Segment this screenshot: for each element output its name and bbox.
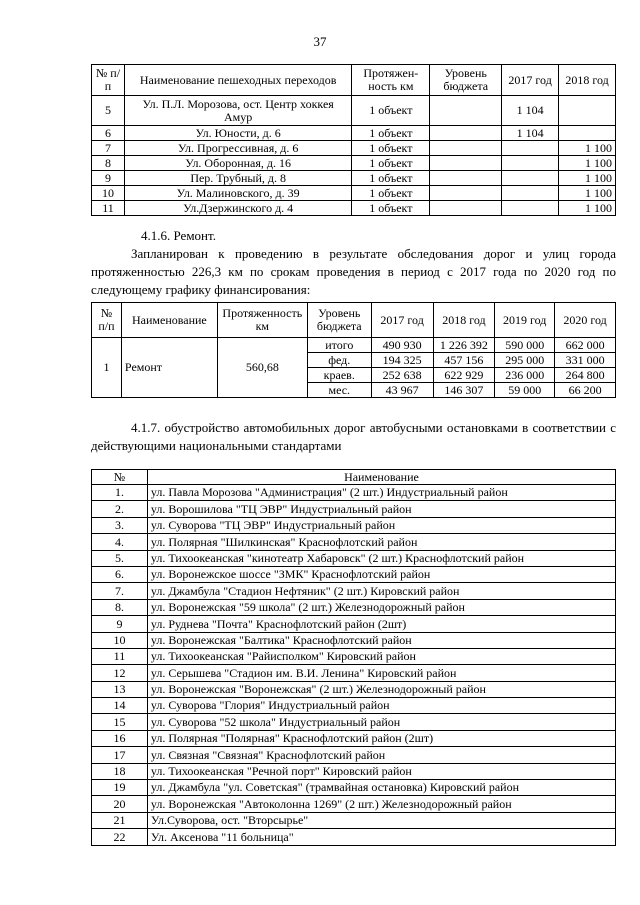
table-row: [92, 698, 616, 714]
table-row: [92, 201, 616, 216]
table-row: [92, 681, 616, 697]
cell-2018: 1 100: [559, 141, 616, 156]
table-row: [92, 796, 616, 812]
bus-stops-table: [91, 469, 616, 846]
table-row: [92, 338, 616, 353]
cell-length: 1 объект: [352, 126, 430, 141]
cell-2018: 1 226 392: [433, 338, 495, 353]
cell-name: ул. Джамбула "ул. Советская" (трамвайная остановка) Кировский район: [147, 780, 615, 796]
cell-length: 1 объект: [352, 186, 430, 201]
cell-budget: итого: [307, 338, 371, 353]
table-row: [92, 599, 616, 615]
cell-name: Ул. Малиновского, д. 39: [124, 186, 351, 201]
cell-name: ул. Серышева "Стадион им. В.И. Ленина" Кировский район: [147, 665, 615, 681]
cell-2020: 662 000: [555, 338, 616, 353]
cell-name: ул. Тихоокеанская "Райисполком" Кировский район: [147, 648, 615, 664]
cell-budget: [430, 96, 502, 126]
page-number: 37: [313, 34, 327, 49]
table-row: [92, 730, 616, 746]
cell-name: Ул.Дзержинского д. 4: [124, 201, 351, 216]
cell-2018: 457 156: [433, 353, 495, 368]
cell-num: 18: [92, 763, 148, 779]
cell-2017: 1 104: [502, 126, 559, 141]
cell-2018: 1 100: [559, 171, 616, 186]
cell-name: ул. Суворова "52 школа" Индустриальный район: [147, 714, 615, 730]
table-row: [92, 812, 616, 828]
cell-num: 15: [92, 714, 148, 730]
table-header-row: [92, 470, 616, 485]
cell-2017: [502, 141, 559, 156]
cell-num: 9: [92, 616, 148, 632]
cell-2019: 59 000: [495, 383, 555, 398]
cell-name: ул. Воронежское шоссе "ЗМК" Краснофлотский район: [147, 566, 615, 582]
col-header-name: Наименование: [147, 470, 615, 485]
table-row: [92, 714, 616, 730]
table-row: [92, 534, 616, 550]
paragraph-text: 4.1.7. обустройство автомобильных дорог автобусными остановками в соответствии с действующими национальными стандартами: [91, 420, 616, 453]
cell-num: 20: [92, 796, 148, 812]
cell-2019: 590 000: [495, 338, 555, 353]
cell-budget: [430, 126, 502, 141]
table-row: [92, 616, 616, 632]
cell-num: 7: [92, 141, 125, 156]
cell-num: 16: [92, 730, 148, 746]
cell-2017: [502, 201, 559, 216]
cell-name: Ул. Юности, д. 6: [124, 126, 351, 141]
table-row: [92, 485, 616, 501]
cell-num: 6.: [92, 566, 148, 582]
cell-name: ул. Суворова "ТЦ ЭВР" Индустриальный район: [147, 517, 615, 533]
table-row: [92, 141, 616, 156]
cell-length: 1 объект: [352, 156, 430, 171]
col-header-num: № п/п: [92, 65, 125, 96]
bus-stops-body: [92, 485, 616, 846]
table-row: [92, 186, 616, 201]
table-row: [92, 517, 616, 533]
cell-2017: [502, 186, 559, 201]
cell-name: ул. Воронежская "Автоколонна 1269" (2 шт.) Железнодорожный район: [147, 796, 615, 812]
table-row: [92, 648, 616, 664]
cell-budget: [430, 201, 502, 216]
cell-2018: 622 929: [433, 368, 495, 383]
repair-financing-table: [91, 302, 616, 398]
cell-2020: 264 800: [555, 368, 616, 383]
cell-name: ул. Ворошилова "ТЦ ЭВР" Индустриальный район: [147, 501, 615, 517]
col-header-2017: 2017 год: [502, 65, 559, 96]
cell-name: Ул. Оборонная, д. 16: [124, 156, 351, 171]
table-row: [92, 780, 616, 796]
cell-num: 1.: [92, 485, 148, 501]
table-row: [92, 583, 616, 599]
cell-num: 13: [92, 681, 148, 697]
cell-2018: [559, 126, 616, 141]
cell-num: 8: [92, 156, 125, 171]
table-row: [92, 566, 616, 582]
paragraph-text: Запланирован к проведению в результате обследования дорог и улиц города протяженностью 226,3 км по срокам проведения в период с 2017 года по 2020 год по следующему графику финансирования:: [91, 246, 616, 297]
cell-2017: [502, 156, 559, 171]
cell-num: 3.: [92, 517, 148, 533]
cell-name: Ул. Аксенова "11 больница": [147, 829, 615, 845]
table-row: [92, 665, 616, 681]
table-header-row: [92, 303, 616, 338]
col-header-num: № п/п: [92, 303, 122, 338]
cell-num: 10: [92, 186, 125, 201]
col-header-length: Протяженность км: [217, 303, 307, 338]
col-header-2019: 2019 год: [495, 303, 555, 338]
table-row: [92, 829, 616, 845]
cell-budget: мес.: [307, 383, 371, 398]
cell-num: 1: [92, 338, 122, 398]
table-row: [92, 763, 616, 779]
cell-2020: 331 000: [555, 353, 616, 368]
cell-num: 14: [92, 698, 148, 714]
cell-budget: краев.: [307, 368, 371, 383]
cell-name: Ул. Прогрессивная, д. 6: [124, 141, 351, 156]
cell-num: 19: [92, 780, 148, 796]
cell-name: ул. Джамбула "Стадион Нефтяник" (2 шт.) Кировский район: [147, 583, 615, 599]
table-header-row: [92, 65, 616, 96]
cell-name: Ремонт: [121, 338, 217, 398]
table-row: [92, 747, 616, 763]
col-header-name: Наименование пешеходных переходов: [124, 65, 351, 96]
cell-2017: 490 930: [371, 338, 433, 353]
col-header-budget: Уровень бюджета: [307, 303, 371, 338]
cell-2018: 146 307: [433, 383, 495, 398]
cell-name: ул. Полярная "Шилкинская" Краснофлотский район: [147, 534, 615, 550]
cell-length: 1 объект: [352, 171, 430, 186]
cell-budget: [430, 141, 502, 156]
cell-name: ул. Суворова "Глория" Индустриальный район: [147, 698, 615, 714]
cell-name: ул. Руднева "Почта" Краснофлотский район (2шт): [147, 616, 615, 632]
cell-2017: 252 638: [371, 368, 433, 383]
col-header-2018: 2018 год: [559, 65, 616, 96]
cell-num: 22: [92, 829, 148, 845]
cell-2018: 1 100: [559, 201, 616, 216]
cell-2017: 194 325: [371, 353, 433, 368]
cell-num: 4.: [92, 534, 148, 550]
cell-2017: [502, 171, 559, 186]
table-row: [92, 550, 616, 566]
cell-name: ул. Тихоокеанская "Речной порт" Кировский район: [147, 763, 615, 779]
cell-name: ул. Воронежская "Балтика" Краснофлотский район: [147, 632, 615, 648]
cell-name: ул. Тихоокеанская "кинотеатр Хабаровск" (2 шт.) Краснофлотский район: [147, 550, 615, 566]
cell-num: 21: [92, 812, 148, 828]
cell-name: ул. Воронежская "Воронежская" (2 шт.) Железнодорожный район: [147, 681, 615, 697]
cell-num: 8.: [92, 599, 148, 615]
cell-2018: [559, 96, 616, 126]
cell-budget: [430, 171, 502, 186]
cell-num: 2.: [92, 501, 148, 517]
col-header-2020: 2020 год: [555, 303, 616, 338]
col-header-2018: 2018 год: [433, 303, 495, 338]
cell-num: 17: [92, 747, 148, 763]
cell-num: 11: [92, 201, 125, 216]
section-text-bus-stops: [91, 419, 616, 455]
cell-2018: 1 100: [559, 186, 616, 201]
col-header-num: №: [92, 470, 148, 485]
cell-length: 1 объект: [352, 141, 430, 156]
table-row: [92, 96, 616, 126]
table-row: [92, 156, 616, 171]
cell-length: 1 объект: [352, 96, 430, 126]
section-text-repair: [91, 245, 616, 299]
pedestrian-crossings-table: [91, 64, 616, 216]
col-header-budget: Уровень бюджета: [430, 65, 502, 96]
cell-num: 5: [92, 96, 125, 126]
cell-2018: 1 100: [559, 156, 616, 171]
cell-num: 7.: [92, 583, 148, 599]
cell-name: Пер. Трубный, д. 8: [124, 171, 351, 186]
cell-2017: 43 967: [371, 383, 433, 398]
cell-name: Ул.Суворова, ост. "Вторсырье": [147, 812, 615, 828]
cell-budget: [430, 186, 502, 201]
col-header-length: Протяжен-ность км: [352, 65, 430, 96]
cell-name: Ул. П.Л. Морозова, ост. Центр хоккея Амур: [124, 96, 351, 126]
cell-num: 10: [92, 632, 148, 648]
cell-length: 1 объект: [352, 201, 430, 216]
col-header-2017: 2017 год: [371, 303, 433, 338]
cell-budget: фед.: [307, 353, 371, 368]
col-header-name: Наименование: [121, 303, 217, 338]
cell-length: 560,68: [217, 338, 307, 398]
cell-2019: 295 000: [495, 353, 555, 368]
cell-num: 11: [92, 648, 148, 664]
table-row: [92, 501, 616, 517]
section-heading-repair: 4.1.6. Ремонт.: [141, 228, 216, 243]
cell-2020: 66 200: [555, 383, 616, 398]
table-row: [92, 632, 616, 648]
cell-budget: [430, 156, 502, 171]
cell-name: ул. Полярная "Полярная" Краснофлотский район (2шт): [147, 730, 615, 746]
table-row: [92, 126, 616, 141]
cell-num: 5.: [92, 550, 148, 566]
cell-name: ул. Связная "Связная" Краснофлотский район: [147, 747, 615, 763]
cell-name: ул. Павла Морозова "Администрация" (2 шт.) Индустриальный район: [147, 485, 615, 501]
table-row: [92, 171, 616, 186]
cell-2017: 1 104: [502, 96, 559, 126]
cell-num: 6: [92, 126, 125, 141]
cell-num: 9: [92, 171, 125, 186]
cell-name: ул. Воронежская "59 школа" (2 шт.) Железнодорожный район: [147, 599, 615, 615]
cell-num: 12: [92, 665, 148, 681]
cell-2019: 236 000: [495, 368, 555, 383]
